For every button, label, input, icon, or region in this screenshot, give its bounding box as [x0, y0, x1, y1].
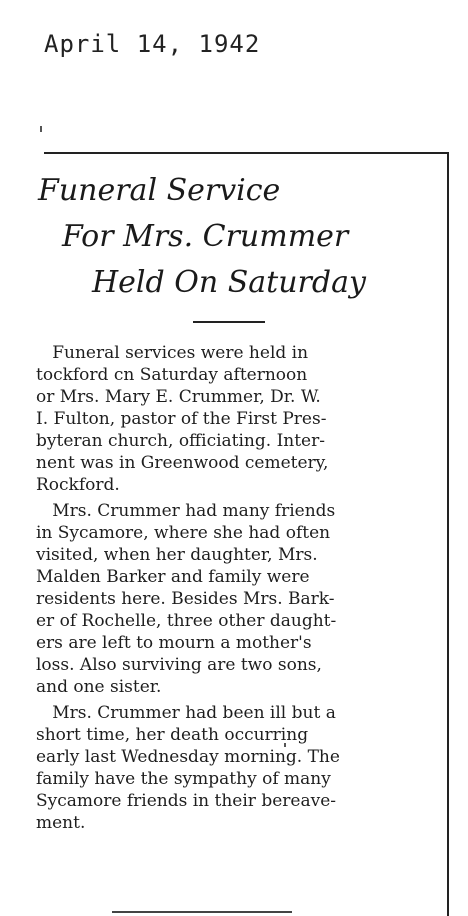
headline: [20, 168, 445, 306]
article-line: and one sister.: [36, 677, 162, 697]
clipping-border-right: [447, 152, 449, 916]
article-line: Mrs. Crummer had many friends: [36, 501, 336, 521]
article-line: nent was in Greenwood cemetery,: [36, 453, 329, 473]
article-line: in Sycamore, where she had often: [36, 523, 331, 543]
article-line: visited, when her daughter, Mrs.: [36, 545, 318, 565]
article-line: Funeral services were held in: [36, 343, 309, 363]
article-paragraph-1: [36, 342, 444, 496]
headline-line-3: Held On Saturday: [92, 265, 366, 300]
article-line: early last Wednesday morning. The: [36, 747, 340, 767]
article-line: Mrs. Crummer had been ill but a: [36, 703, 336, 723]
article-line: ment.: [36, 813, 86, 833]
article-paragraph-2: [36, 500, 444, 698]
stray-mark: [40, 126, 42, 132]
article-line: tockford cn Saturday afternoon: [36, 365, 308, 385]
article-line: loss. Also surviving are two sons,: [36, 655, 322, 675]
article-line: short time, her death occurring: [36, 725, 309, 745]
article-line: or Mrs. Mary E. Crummer, Dr. W.: [36, 387, 321, 407]
article-line: ers are left to mourn a mother's: [36, 633, 312, 653]
date-stamp: April 14, 1942: [44, 30, 261, 58]
clipping-border-bottom: [112, 911, 292, 913]
headline-line-2: For Mrs. Crummer: [62, 219, 349, 254]
headline-line-1: Funeral Service: [38, 173, 281, 208]
article-line: byteran church, officiating. Inter-: [36, 431, 325, 451]
article-line: Sycamore friends in their bereave-: [36, 791, 336, 811]
article-line: Rockford.: [36, 475, 120, 495]
article-body: [36, 342, 444, 834]
article-line: I. Fulton, pastor of the First Pres-: [36, 409, 327, 429]
article-line: residents here. Besides Mrs. Bark-: [36, 589, 335, 609]
article-paragraph-3: [36, 702, 444, 834]
article-line: er of Rochelle, three other daught-: [36, 611, 337, 631]
headline-divider: [193, 321, 265, 323]
clipping-border-top: [44, 152, 448, 154]
article-line: family have the sympathy of many: [36, 769, 331, 789]
article-line: Malden Barker and family were: [36, 567, 310, 587]
